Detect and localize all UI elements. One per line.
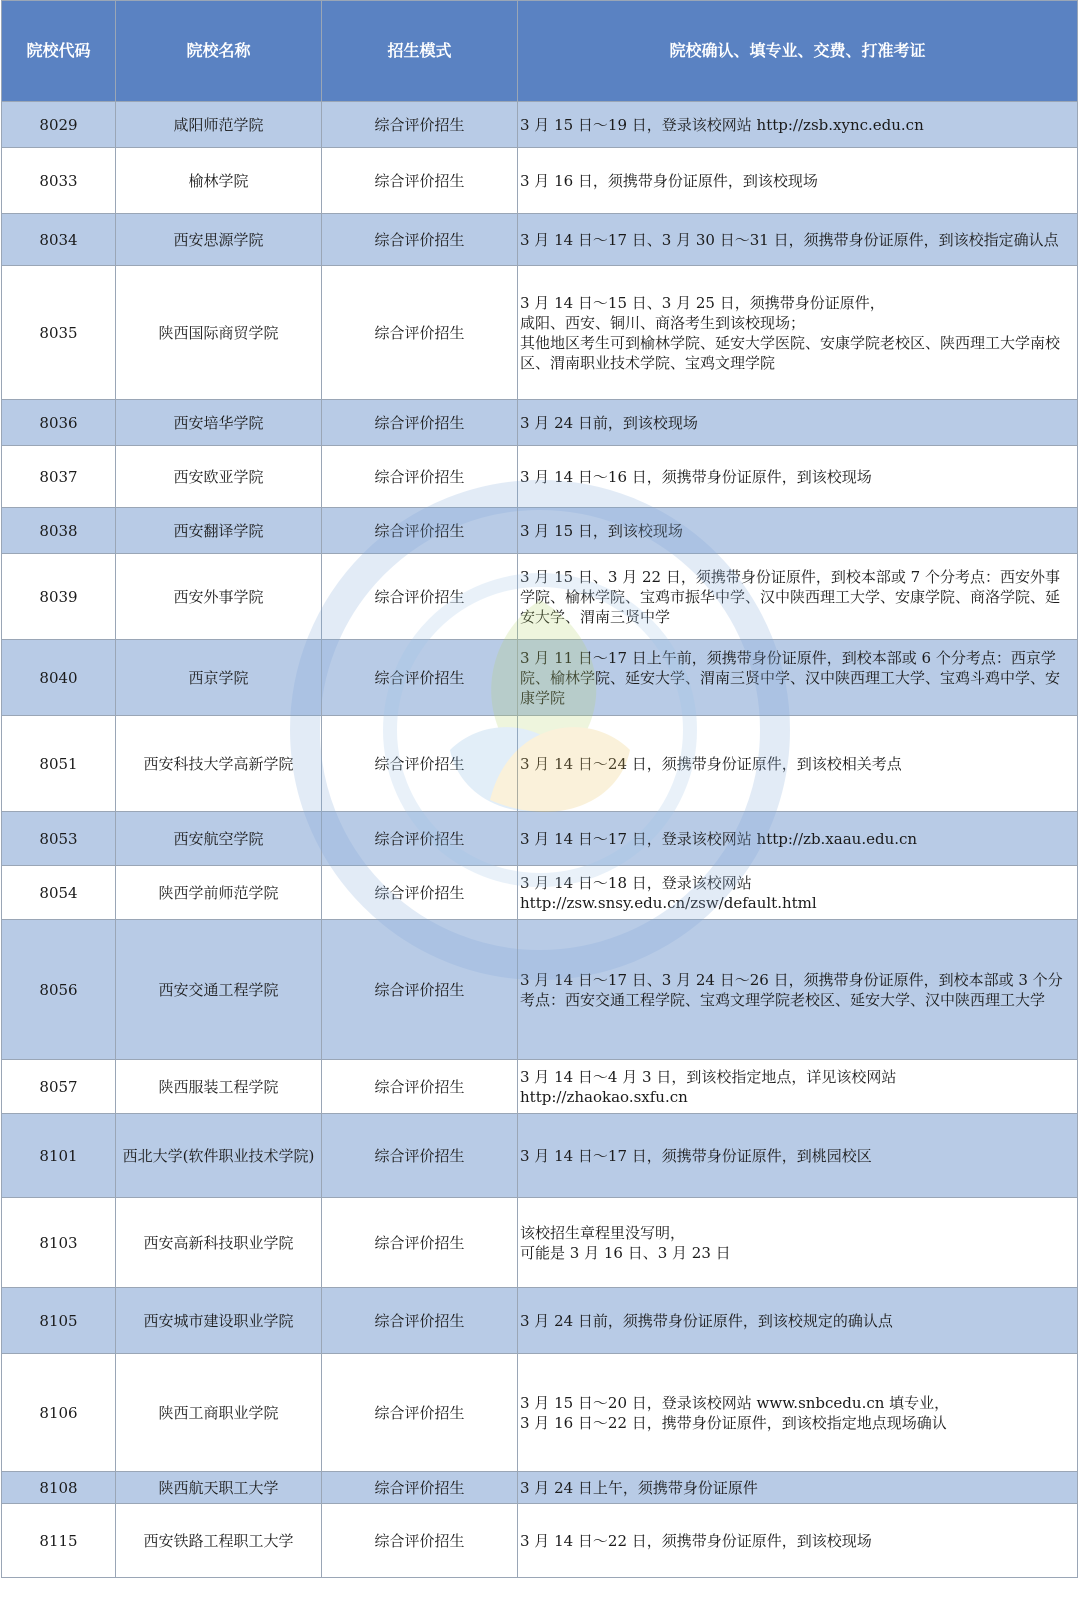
school-name-cell: 西安高新科技职业学院 — [116, 1198, 322, 1288]
school-name-cell: 西安翻译学院 — [116, 508, 322, 554]
table-row — [2, 1114, 1078, 1198]
table-row — [2, 920, 1078, 1060]
school-name-cell: 西北大学(软件职业技术学院) — [116, 1114, 322, 1198]
header-code: 院校代码 — [2, 1, 116, 102]
notes-cell — [518, 102, 1078, 148]
notes-line: 3 月 15 日、3 月 22 日，须携带身份证原件，到校本部或 7 个分考点：西安外事学院、榆林学院、宝鸡市振华中学、汉中陕西理工大学、安康学院、商洛学院、延安大学、渭南三贤中学 — [520, 567, 1061, 626]
notes-line: 3 月 14 日～24 日，须携带身份证原件，到该校相关考点 — [520, 754, 902, 773]
school-code-cell: 8106 — [2, 1354, 116, 1472]
admission-mode-cell: 综合评价招生 — [322, 148, 518, 214]
admission-mode-cell: 综合评价招生 — [322, 812, 518, 866]
notes-line: 3 月 14 日～17 日、3 月 24 日～26 日，须携带身份证原件，到校本部或 3 个分考点：西安交通工程学院、宝鸡文理学院老校区、延安大学、汉中陕西理工大学 — [520, 970, 1063, 1009]
school-name-cell: 陕西国际商贸学院 — [116, 266, 322, 400]
notes-cell — [518, 1504, 1078, 1578]
notes-line: http://zsw.snsy.edu.cn/zsw/default.html — [520, 893, 817, 912]
school-code-cell: 8040 — [2, 640, 116, 716]
notes-line: 3 月 14 日～18 日，登录该校网站 — [520, 873, 752, 892]
school-name-cell: 西京学院 — [116, 640, 322, 716]
school-code-cell: 8039 — [2, 554, 116, 640]
table-row — [2, 812, 1078, 866]
notes-line: 3 月 14 日～17 日，须携带身份证原件，到桃园校区 — [520, 1146, 872, 1165]
notes-line: 3 月 24 日前，须携带身份证原件，到该校规定的确认点 — [520, 1311, 893, 1330]
admission-mode-cell: 综合评价招生 — [322, 716, 518, 812]
school-code-cell: 8035 — [2, 266, 116, 400]
notes-line: 3 月 14 日～17 日，登录该校网站 http://zb.xaau.edu.cn — [520, 829, 918, 848]
admission-mode-cell: 综合评价招生 — [322, 1472, 518, 1504]
admission-mode-cell: 综合评价招生 — [322, 1504, 518, 1578]
table-body — [2, 102, 1078, 1578]
school-code-cell: 8105 — [2, 1288, 116, 1354]
school-name-cell: 咸阳师范学院 — [116, 102, 322, 148]
school-name-cell: 陕西学前师范学院 — [116, 866, 322, 920]
table-row — [2, 716, 1078, 812]
table-row — [2, 446, 1078, 508]
notes-line: 咸阳、西安、铜川、商洛考生到该校现场； — [520, 313, 806, 332]
notes-cell — [518, 920, 1078, 1060]
notes-cell — [518, 266, 1078, 400]
school-code-cell: 8038 — [2, 508, 116, 554]
school-code-cell: 8033 — [2, 148, 116, 214]
notes-line: 其他地区考生可到榆林学院、延安大学医院、安康学院老校区、陕西理工大学南校区、渭南职业技术学院、宝鸡文理学院 — [520, 333, 1061, 372]
admission-mode-cell: 综合评价招生 — [322, 1354, 518, 1472]
notes-cell — [518, 554, 1078, 640]
admission-table — [1, 0, 1078, 1578]
table-row — [2, 554, 1078, 640]
notes-line: 3 月 14 日～15 日、3 月 25 日，须携带身份证原件， — [520, 293, 885, 312]
admission-mode-cell: 综合评价招生 — [322, 920, 518, 1060]
school-code-cell: 8037 — [2, 446, 116, 508]
notes-cell — [518, 214, 1078, 266]
school-name-cell: 西安城市建设职业学院 — [116, 1288, 322, 1354]
school-code-cell: 8051 — [2, 716, 116, 812]
table-row — [2, 1472, 1078, 1504]
header-mode: 招生模式 — [322, 1, 518, 102]
school-code-cell: 8054 — [2, 866, 116, 920]
notes-cell — [518, 866, 1078, 920]
table-row — [2, 1504, 1078, 1578]
notes-line: 3 月 15 日～19 日，登录该校网站 http://zsb.xync.edu.cn — [520, 115, 924, 134]
header-name: 院校名称 — [116, 1, 322, 102]
school-name-cell: 西安思源学院 — [116, 214, 322, 266]
table-row — [2, 866, 1078, 920]
school-name-cell: 陕西服装工程学院 — [116, 1060, 322, 1114]
admission-mode-cell: 综合评价招生 — [322, 446, 518, 508]
notes-cell — [518, 1198, 1078, 1288]
notes-line: 3 月 14 日～17 日、3 月 30 日～31 日，须携带身份证原件，到该校指定确认点 — [520, 230, 1059, 249]
school-name-cell: 西安交通工程学院 — [116, 920, 322, 1060]
notes-line: 3 月 16 日，须携带身份证原件，到该校现场 — [520, 171, 818, 190]
school-code-cell: 8036 — [2, 400, 116, 446]
admission-mode-cell: 综合评价招生 — [322, 102, 518, 148]
table-row — [2, 214, 1078, 266]
school-name-cell: 西安外事学院 — [116, 554, 322, 640]
admission-mode-cell: 综合评价招生 — [322, 214, 518, 266]
notes-line: 3 月 16 日～22 日，携带身份证原件，到该校指定地点现场确认 — [520, 1413, 947, 1432]
school-name-cell: 陕西工商职业学院 — [116, 1354, 322, 1472]
admission-mode-cell: 综合评价招生 — [322, 1114, 518, 1198]
school-code-cell: 8029 — [2, 102, 116, 148]
notes-line: 3 月 15 日，到该校现场 — [520, 521, 683, 540]
header-row — [2, 1, 1078, 102]
admission-mode-cell: 综合评价招生 — [322, 400, 518, 446]
school-code-cell: 8057 — [2, 1060, 116, 1114]
table-row — [2, 1198, 1078, 1288]
admission-mode-cell: 综合评价招生 — [322, 1060, 518, 1114]
notes-line: 3 月 14 日～4 月 3 日，到该校指定地点，详见该校网站 — [520, 1067, 897, 1086]
notes-line: 3 月 15 日～20 日，登录该校网站 www.snbcedu.cn 填专业， — [520, 1393, 950, 1412]
notes-cell — [518, 1354, 1078, 1472]
notes-line: 该校招生章程里没写明， — [520, 1223, 686, 1242]
notes-line: 3 月 14 日～22 日，须携带身份证原件，到该校现场 — [520, 1531, 872, 1550]
notes-line: 3 月 14 日～16 日，须携带身份证原件，到该校现场 — [520, 467, 872, 486]
notes-line: 3 月 24 日上午，须携带身份证原件 — [520, 1478, 758, 1497]
admission-mode-cell: 综合评价招生 — [322, 508, 518, 554]
school-name-cell: 西安科技大学高新学院 — [116, 716, 322, 812]
notes-cell — [518, 716, 1078, 812]
notes-line: http://zhaokao.sxfu.cn — [520, 1087, 688, 1106]
notes-line: 3 月 24 日前，到该校现场 — [520, 413, 698, 432]
admission-mode-cell: 综合评价招生 — [322, 866, 518, 920]
notes-cell — [518, 400, 1078, 446]
admission-mode-cell: 综合评价招生 — [322, 1198, 518, 1288]
admission-mode-cell: 综合评价招生 — [322, 554, 518, 640]
table-row — [2, 1354, 1078, 1472]
notes-cell — [518, 1060, 1078, 1114]
notes-cell — [518, 1288, 1078, 1354]
school-name-cell: 西安欧亚学院 — [116, 446, 322, 508]
school-code-cell: 8056 — [2, 920, 116, 1060]
notes-line: 3 月 11 日～17 日上午前，须携带身份证原件，到校本部或 6 个分考点：西京学院、榆林学院、延安大学、渭南三贤中学、汉中陕西理工大学、宝鸡斗鸡中学、安康学院 — [520, 648, 1061, 707]
school-name-cell: 西安培华学院 — [116, 400, 322, 446]
notes-cell — [518, 508, 1078, 554]
school-code-cell: 8101 — [2, 1114, 116, 1198]
table-row — [2, 1288, 1078, 1354]
table-row — [2, 640, 1078, 716]
table-row — [2, 148, 1078, 214]
notes-line: 可能是 3 月 16 日、3 月 23 日 — [520, 1243, 731, 1262]
table-row — [2, 508, 1078, 554]
school-name-cell: 西安航空学院 — [116, 812, 322, 866]
school-name-cell: 陕西航天职工大学 — [116, 1472, 322, 1504]
school-code-cell: 8108 — [2, 1472, 116, 1504]
school-code-cell: 8034 — [2, 214, 116, 266]
table-row — [2, 102, 1078, 148]
table-row — [2, 400, 1078, 446]
notes-cell — [518, 812, 1078, 866]
school-code-cell: 8103 — [2, 1198, 116, 1288]
header-notes: 院校确认、填专业、交费、打准考证 — [518, 1, 1078, 102]
table-row — [2, 1060, 1078, 1114]
admission-mode-cell: 综合评价招生 — [322, 266, 518, 400]
notes-cell — [518, 640, 1078, 716]
school-name-cell: 榆林学院 — [116, 148, 322, 214]
school-name-cell: 西安铁路工程职工大学 — [116, 1504, 322, 1578]
notes-cell — [518, 148, 1078, 214]
school-code-cell: 8053 — [2, 812, 116, 866]
notes-cell — [518, 446, 1078, 508]
admission-mode-cell: 综合评价招生 — [322, 640, 518, 716]
table-row — [2, 266, 1078, 400]
notes-cell — [518, 1114, 1078, 1198]
school-code-cell: 8115 — [2, 1504, 116, 1578]
admission-mode-cell: 综合评价招生 — [322, 1288, 518, 1354]
notes-cell — [518, 1472, 1078, 1504]
